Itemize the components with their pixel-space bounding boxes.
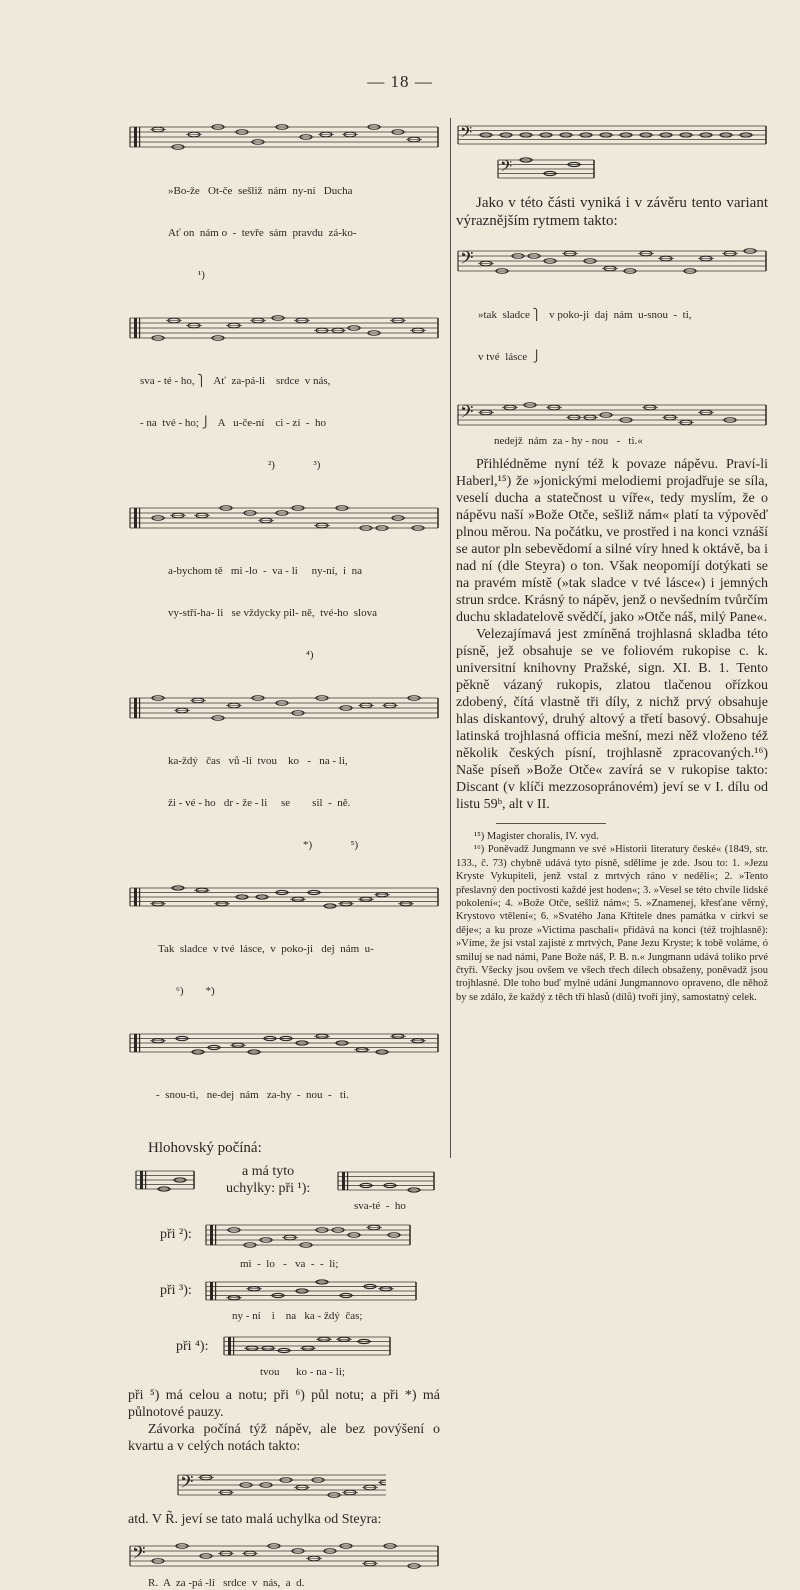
footnote: ¹⁵) Magister choralis, IV. vyd. bbox=[474, 831, 599, 842]
variant-label: při ²): bbox=[160, 1227, 192, 1242]
lyrics-line: Ať on nám o - tevře sám pravdu zá-ko- bbox=[168, 227, 357, 239]
lyrics-line: »tak sladce ⎫ v poko-ji daj nám u-snou - ti, bbox=[478, 309, 692, 321]
lyrics-block-2 bbox=[140, 346, 440, 500]
variant-label: při ³): bbox=[160, 1283, 192, 1298]
left-column bbox=[128, 118, 440, 1590]
footnote-mark: ¹) bbox=[198, 269, 205, 281]
lyrics-line: nedejž nám za - hy - nou - ti.« bbox=[494, 435, 643, 447]
lyrics-line: ka-ždý čas vů -li tvou ko - na - li, bbox=[168, 755, 348, 767]
lyrics-line: ži - vé - ho dr - že - li se sil - ně. bbox=[168, 797, 351, 809]
lyrics-line: mi - lo - va - - li; bbox=[240, 1258, 339, 1270]
lyrics-block-5 bbox=[158, 914, 440, 1026]
music-staff-small bbox=[222, 1329, 392, 1363]
footnote-separator bbox=[496, 823, 606, 824]
lyrics-line: »Bo-že Ot-če sešliž nám ny-ní Ducha bbox=[168, 185, 353, 197]
lyrics-line: tvou ko - na - li; bbox=[260, 1366, 345, 1378]
music-staff-4 bbox=[128, 690, 440, 726]
music-staff-r3 bbox=[456, 242, 768, 280]
music-staff-small bbox=[336, 1165, 436, 1197]
lyrics-line: sva - té - ho, ⎫ Ať za-pá-li srdce v nás, bbox=[140, 375, 331, 387]
footnote-mark: ²) ³) bbox=[268, 459, 321, 471]
lyrics-line: - snou-ti, ne-dej nám za-hy - nou - ti. bbox=[156, 1089, 349, 1101]
right-column bbox=[456, 118, 768, 1004]
music-staff-r4 bbox=[456, 396, 768, 434]
lyrics-line: vy-stří-ha- li se vždycky pil- ně, tvé-ho slova bbox=[168, 607, 377, 619]
lyrics-block-6 bbox=[156, 1060, 440, 1130]
column-divider bbox=[450, 118, 451, 1158]
page-number: — 18 — bbox=[367, 72, 433, 91]
variant-label: při ⁴): bbox=[176, 1339, 209, 1354]
lyrics-line: R. A za -pá -li srdce v nás, a d. bbox=[148, 1577, 305, 1589]
lyrics-line: sva-té - ho bbox=[354, 1200, 406, 1212]
lyrics-block-4 bbox=[168, 726, 440, 880]
music-staff-small bbox=[204, 1217, 412, 1253]
variant-block-4 bbox=[128, 1325, 440, 1383]
music-staff-3 bbox=[128, 500, 440, 536]
paragraph: Velezajímavá jest zmíněná trojhlasná skladba této písně, jež obsahuje se ve foliovém rukopise c. k. universitní knihovny Pražské, sign. XI. B. 1. Tento pěkně vázaný rukopis, zlatou tlačenou ořízkou zdobený, čítá vlastně tři díly, z nichž prvý obsahuje hlas diskantový, druhý altový a třetí basový. Obsahuje latinská trojhlasná officia mešní, mezi něž vloženo též několik českých písní, trojhlasně zpracovaných.¹⁶) Naše píseň »Bože Otče« zavírá se v rukopise takto: Discant (v klíči mezzosopránovém) jeví se v I. dílu od listu 59ᵇ, alt v II. bbox=[456, 627, 768, 812]
section-heading: Hlohovský počíná: bbox=[148, 1140, 262, 1156]
lyrics-line: a-bychom tě mi -lo - va - li ny-ní, i na bbox=[168, 565, 362, 577]
paragraph: Závorka počíná týž nápěv, ale bez povýšení o kvartu a v celých notách takto: bbox=[128, 1422, 440, 1454]
lyrics-block-r1 bbox=[478, 280, 768, 392]
lyrics-line: Tak sladce v tvé lásce, v poko-ji dej nám u- bbox=[158, 943, 374, 955]
paragraph: Jako v této části vyniká i v závěru tento variant výraznějším rytmem takto: bbox=[456, 195, 768, 229]
music-staff-7 bbox=[176, 1465, 386, 1505]
lyrics-line: v tvé lásce ⎭ bbox=[478, 351, 541, 363]
music-staff-r1 bbox=[456, 118, 768, 152]
svg-text:𝄢: 𝄢 bbox=[460, 402, 474, 426]
footnote: ¹⁶) Poněvadž Jungmann ve své »Historii literatury české« (1849, str. 133., č. 73) chybně udává tyto písně, sdělíme je zde. Jsou to: 1. »Jezu Kryste Vykupiteli, jenž vstal z mrtvých ráno v neděli«; 2. »Tento přeslavný den poctivosti každé jest hoden«; 3. »Vesel se této chvíle lidské pokolení«; 4. »Bože Otče, sešliž nám«; 5. »Znamenej, křesťane věrný, Krystovo vtělení«; 6. »Svatého Jana Křtitele dnes památka v církvi se děje«; a ku prozе »Victima paschali« přidává na konci (též trojhlasně): »Víme, že jsi vstal zajisté z mrtvých, Pane Jezu Kryste; k tobě voláme, ó smiluj se nad námi, Pane Bože náš, P. B. n.« Jungmann udává toliko prvé čtyři. Všecky jsou ovšem ve všech třech dílech obsaženy, poněvadž jsou trojhlasné. Dle toho buď mylné udání Jungmannovo opraveno, dle něhož by se zdálo, že každý z těch tří hlasů (dílů) tvoří jiný, samostatný celek. bbox=[456, 844, 768, 1003]
variant-text bbox=[226, 1163, 310, 1197]
variant-block-3 bbox=[128, 1273, 440, 1325]
music-staff-5 bbox=[128, 880, 440, 914]
music-staff-1 bbox=[128, 118, 440, 156]
lyrics-block-3 bbox=[168, 536, 440, 690]
variant-text-line: uchylky: při ¹): bbox=[226, 1181, 311, 1196]
svg-text:𝄢: 𝄢 bbox=[460, 123, 473, 146]
lyrics-line: - na tvé - ho; ⎭ A u-če-ní ci - zí - ho bbox=[140, 417, 327, 429]
music-staff-small bbox=[134, 1165, 196, 1195]
variant-block-1 bbox=[128, 1163, 440, 1215]
lyrics-line: ny - ní i na ka - ždý čas; bbox=[232, 1310, 363, 1322]
lyrics-block-1 bbox=[168, 156, 440, 310]
music-staff-r2 bbox=[496, 152, 596, 186]
music-staff-small bbox=[204, 1275, 418, 1307]
variant-text-line: a má tyto bbox=[242, 1164, 295, 1179]
music-staff-8 bbox=[128, 1536, 440, 1576]
footnote-mark: ⁴) bbox=[306, 649, 314, 661]
svg-text:𝄢: 𝄢 bbox=[180, 1472, 194, 1496]
paragraph: atd. V R̃. jeví se tato malá uchylka od Steyra: bbox=[128, 1512, 382, 1527]
music-staff-6 bbox=[128, 1026, 440, 1060]
svg-text:𝄢: 𝄢 bbox=[500, 157, 513, 180]
footnote-mark: ⁶) *) bbox=[176, 985, 215, 997]
paragraph: Přihlédněme nyní též k povaze nápěvu. Praví-li Haberl,¹⁵) že »jonickými melodiemi projadřuje se síla, veselí ducha a statečnost u víře«, tedy myslím, že o nápěvu naší »Bože Otče, sešliž nám« platí ta výpověď plnou měrou. Na počátku, ve prostřed i na konci vznáší se autor pln sebevědomí a silné víry hned k oktávě, ba i nad ní (dle Steyra) o ton. Však neopomíjí dotýkati se na pravém místě (»tak sladce v tvé lásce«) i jemných strun srdce. Krásný to nápěv, jenž o nevšedním tvůrčím duchu skladatelově svědčí, jako »Otče náš, milý Pane«. bbox=[456, 457, 768, 625]
svg-text:𝄢: 𝄢 bbox=[132, 1543, 146, 1567]
variant-block-2 bbox=[128, 1215, 440, 1273]
footnote-mark: *) ⁵) bbox=[303, 839, 359, 851]
paragraph: při ⁵) má celou a notu; při ⁶) půl notu; a při *) má půlnotové pauzy. bbox=[128, 1388, 440, 1420]
svg-text:𝄢: 𝄢 bbox=[460, 248, 474, 272]
music-staff-2 bbox=[128, 310, 440, 346]
